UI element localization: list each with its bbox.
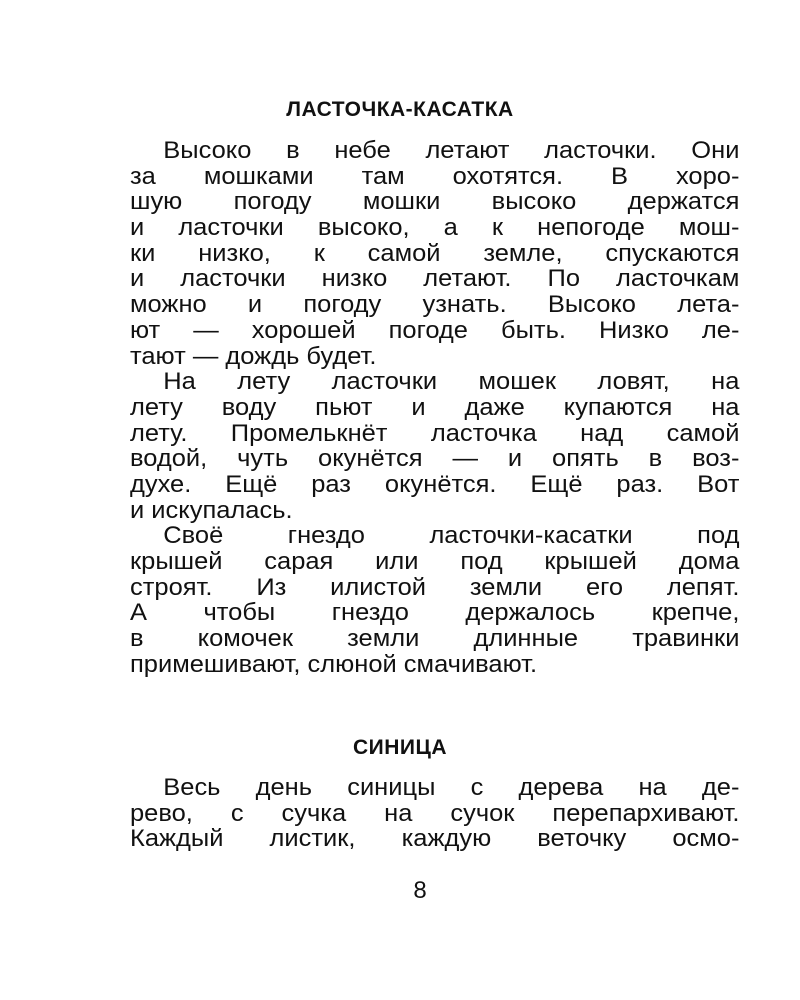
text-line: крышей сарая или под крышей дома (130, 548, 740, 575)
section-text-swallow (130, 137, 740, 678)
text-line: и ласточки высоко, а к непогоде мош- (130, 214, 740, 242)
text-line: строят. Из илистой земли его лепят. (130, 573, 740, 601)
text-line: Своё гнездо ласточки-касатки под (163, 522, 740, 550)
text-line: в комочек земли длинные травинки (130, 625, 740, 653)
text-line: ки низко, к самой земле, спускаются (130, 239, 740, 267)
section-title-swallow: ЛАСТОЧКА-КАСАТКА (286, 98, 514, 121)
text-line: духе. Ещё раз окунётся. Ещё раз. Вот (130, 470, 740, 498)
section-title-titmouse: СИНИЦА (352, 736, 448, 759)
page-number: 8 (413, 877, 427, 904)
text-line: и ласточки низко летают. По ласточкам (130, 265, 740, 293)
text-line: лету. Промелькнёт ласточка над самой (130, 419, 740, 447)
text-line: и искупалась. (130, 496, 293, 524)
text-line: шую погоду мошки высоко держатся (130, 188, 740, 216)
text-line: ют — хорошей погоде быть. Низко ле- (130, 316, 740, 344)
text-line: На лету ласточки мошек ловят, на (163, 368, 740, 396)
section-text-titmouse (130, 774, 740, 853)
text-line: за мошками там охотятся. В хоро- (130, 162, 740, 190)
text-line: лету воду пьют и даже купаются на (130, 393, 740, 421)
text-line: примешивают, слюной смачивают. (130, 650, 538, 678)
text-line: рево, с сучка на сучок перепархивают. (130, 799, 740, 827)
text-line: можно и погоду узнать. Высоко лета- (130, 291, 740, 319)
text-line: А чтобы гнездо держалось крепче, (130, 599, 740, 627)
text-line: Высоко в небе летают ласточки. Они (163, 137, 740, 164)
text-line: водой, чуть окунётся — и опять в воз- (130, 445, 740, 473)
text-line: тают — дождь будет. (130, 342, 377, 370)
text-line: Весь день синицы с дерева на де- (163, 774, 740, 801)
text-line: Каждый листик, каждую веточку осмо- (130, 825, 740, 853)
